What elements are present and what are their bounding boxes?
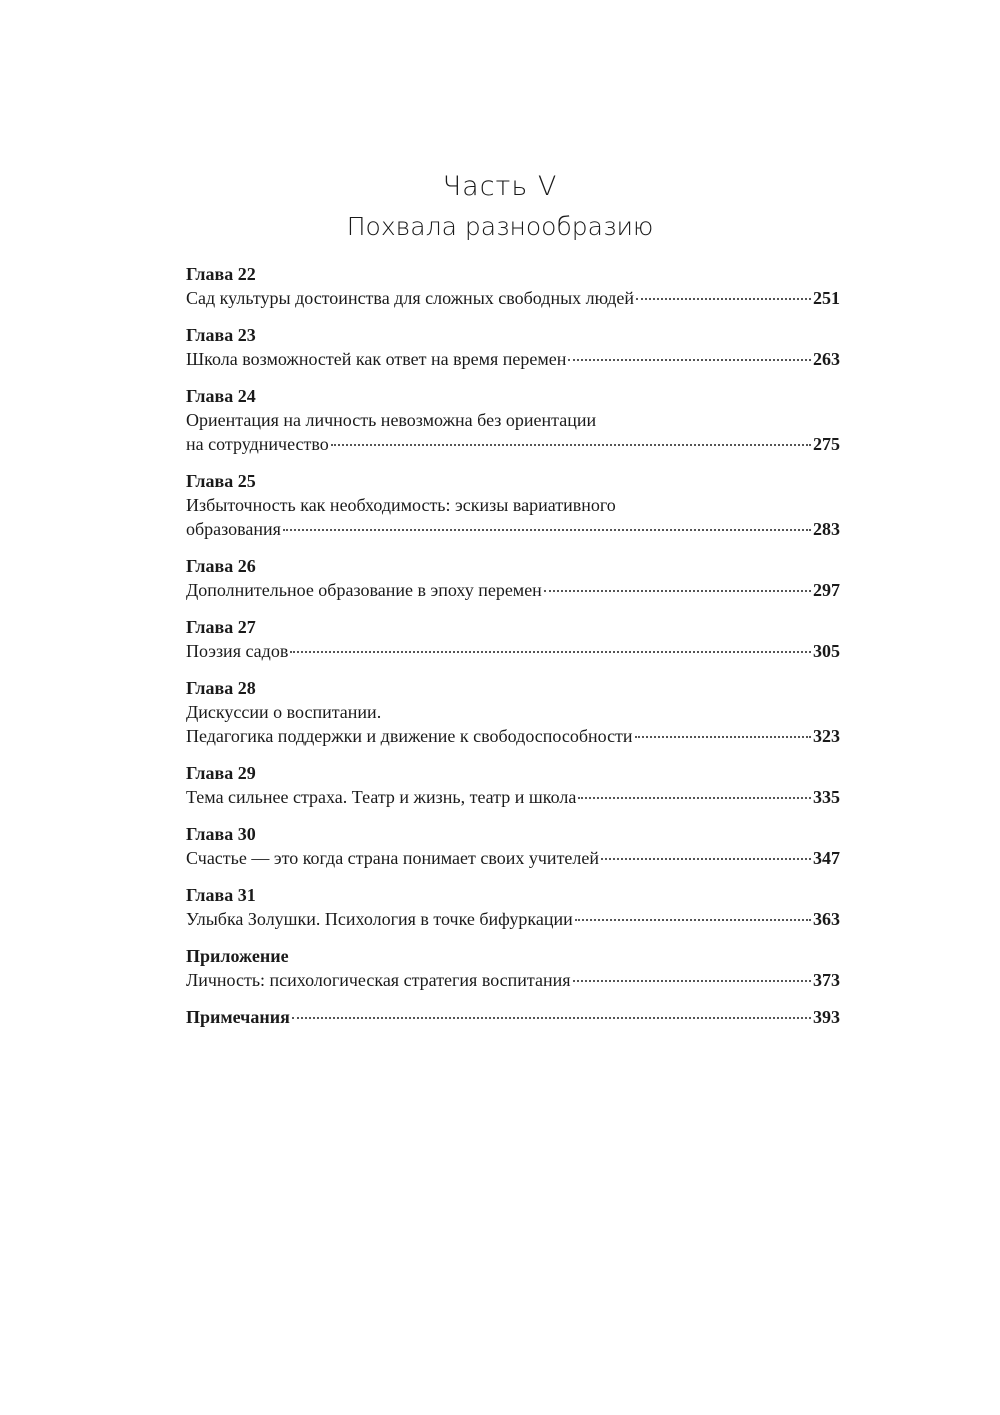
toc-entry-heading: Глава 23	[186, 325, 256, 345]
toc-entry-title-line: Ориентация на личность невозможна без ориентации	[186, 410, 597, 430]
toc-leader-line	[186, 724, 840, 748]
toc-entry[interactable]	[186, 761, 840, 809]
dot-leader	[283, 528, 811, 531]
toc-entry-heading: Глава 24	[186, 386, 256, 406]
toc-entry-title: Педагогика поддержки и движение к свободоспособности	[186, 726, 633, 746]
toc-entry[interactable]	[186, 676, 840, 748]
toc-entry-title: на сотрудничество	[186, 434, 329, 454]
toc-entry-title: Личность: психологическая стратегия воспитания	[186, 970, 571, 990]
toc-entry-title: Улыбка Золушки. Психология в точке бифуркации	[186, 909, 573, 929]
toc-entry-title: Тема сильнее страха. Театр и жизнь, театр и школа	[186, 787, 577, 807]
toc-entry-heading: Глава 30	[186, 824, 256, 844]
toc-page-number: 363	[813, 909, 840, 929]
part-header	[0, 168, 1000, 246]
toc-entry-title: Школа возможностей как ответ на время перемен	[186, 349, 567, 369]
toc-leader-line	[186, 1005, 840, 1029]
toc-leader-line	[186, 968, 840, 992]
toc-entry[interactable]	[186, 469, 840, 541]
toc-entry-title: Сад культуры достоинства для сложных свободных людей	[186, 288, 634, 308]
dot-leader	[573, 979, 811, 982]
toc-entry-heading: Глава 25	[186, 471, 256, 491]
toc-entry-heading: Приложение	[186, 946, 289, 966]
toc-page-number: 347	[813, 848, 840, 868]
toc-entry-heading: Глава 29	[186, 763, 256, 783]
toc-entry[interactable]	[186, 262, 840, 310]
dot-leader	[578, 796, 811, 799]
toc-entry-heading: Глава 27	[186, 617, 256, 637]
dot-leader	[575, 918, 811, 921]
toc-leader-line	[186, 846, 840, 870]
dot-leader	[635, 735, 811, 738]
toc-entry[interactable]	[186, 323, 840, 371]
dot-leader	[331, 443, 811, 446]
toc-leader-line	[186, 432, 840, 456]
part-title: Похвала разнообразию	[346, 212, 654, 241]
toc-leader-line	[186, 907, 840, 931]
toc-entry-title: Дополнительное образование в эпоху перемен	[186, 580, 542, 600]
toc-leader-line	[186, 639, 840, 663]
dot-leader	[568, 358, 811, 361]
dot-leader	[544, 589, 811, 592]
dot-leader	[601, 857, 811, 860]
toc-page-number: 275	[813, 434, 840, 454]
toc-entry-title: Счастье — это когда страна понимает своих учителей	[186, 848, 600, 868]
toc-entry[interactable]	[186, 883, 840, 931]
toc-leader-line	[186, 347, 840, 371]
toc-entry-title: Поэзия садов	[186, 641, 289, 661]
toc-entry-heading: Глава 26	[186, 556, 256, 576]
toc-entry-heading: Глава 28	[186, 678, 256, 698]
toc-entry[interactable]	[186, 384, 840, 456]
toc-entry-heading: Глава 31	[186, 885, 256, 905]
toc-leader-line	[186, 517, 840, 541]
notes-label: Примечания	[186, 1007, 290, 1027]
toc-entry-notes[interactable]	[186, 1005, 840, 1029]
toc-leader-line	[186, 286, 840, 310]
toc-page-number: 335	[813, 787, 840, 807]
toc-page-number: 373	[813, 970, 840, 990]
dot-leader	[290, 650, 811, 653]
toc-entry-title-line: Избыточность как необходимость: эскизы вариативного	[186, 495, 616, 515]
notes-page-number: 393	[813, 1007, 840, 1027]
toc-entry[interactable]	[186, 615, 840, 663]
toc-entry-heading: Глава 22	[186, 264, 256, 284]
toc-entry[interactable]	[186, 554, 840, 602]
toc-page-number: 251	[813, 288, 840, 308]
toc-leader-line	[186, 785, 840, 809]
toc-entry-title: образования	[186, 519, 281, 539]
toc-leader-line	[186, 578, 840, 602]
dot-leader	[636, 297, 811, 300]
toc-page-number: 323	[813, 726, 840, 746]
toc-entry[interactable]	[186, 822, 840, 870]
toc-page-number: 305	[813, 641, 840, 661]
toc-entry-title-line: Дискуссии о воспитании.	[186, 702, 382, 722]
toc-entry[interactable]	[186, 944, 840, 992]
toc-page-number: 297	[813, 580, 840, 600]
toc-page-number: 283	[813, 519, 840, 539]
toc-page-number: 263	[813, 349, 840, 369]
part-label: Часть V	[442, 171, 558, 202]
table-of-contents	[186, 262, 840, 1042]
dot-leader	[292, 1016, 811, 1019]
